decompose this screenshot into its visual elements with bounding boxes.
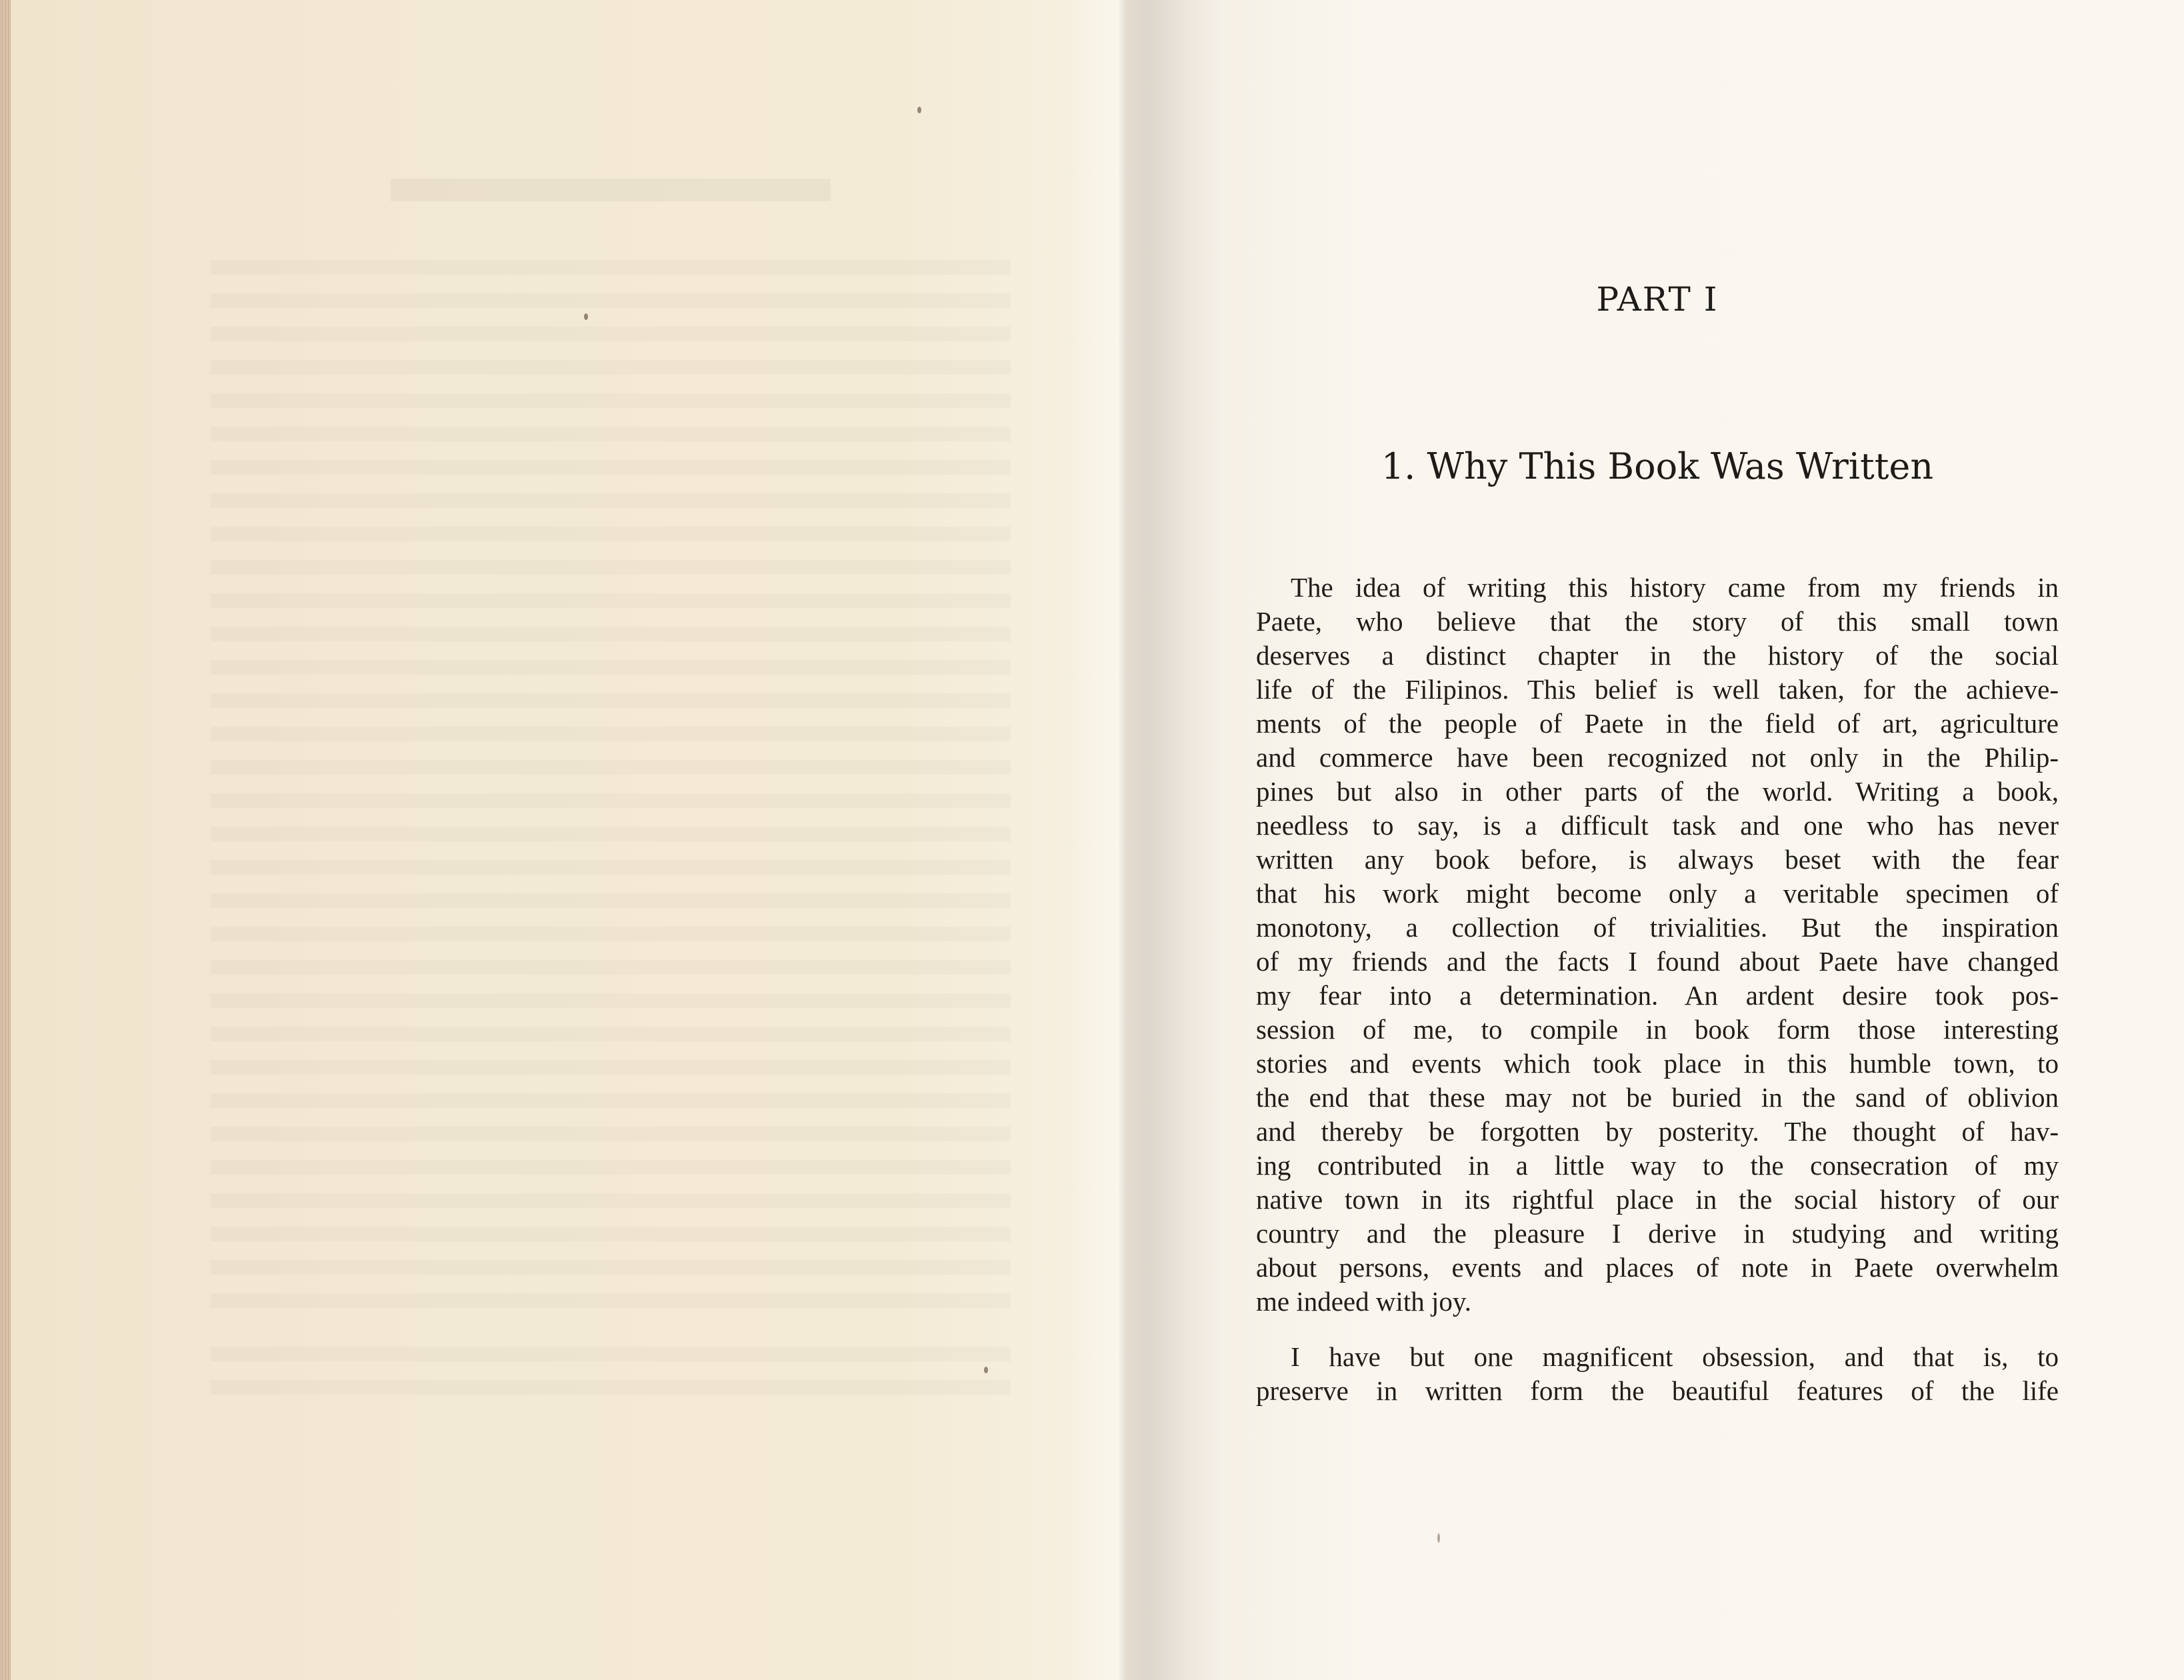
show-through-line	[211, 727, 1011, 741]
text-line: about persons, events and places of note in Paete overwhelm	[1256, 1252, 2059, 1283]
text-line: I have but one magnificent obsession, and that is, to	[1291, 1341, 2059, 1372]
paper-fleck	[1437, 1533, 1440, 1543]
show-through-line	[211, 1093, 1011, 1108]
book-gutter	[1117, 0, 1224, 1680]
text-line: preserve in written form the beautiful features of the life	[1256, 1375, 2059, 1406]
text-line: country and the pleasure I derive in studying and writing	[1256, 1218, 2059, 1249]
show-through-line	[211, 493, 1011, 508]
show-through-heading	[391, 179, 831, 201]
show-through-line	[211, 593, 1011, 608]
show-through-line	[211, 1193, 1011, 1208]
show-through-line	[211, 360, 1011, 375]
show-through-line	[211, 1227, 1011, 1241]
show-through-line	[211, 793, 1011, 808]
show-through-line	[211, 460, 1011, 475]
chapter-heading: 1. Why This Book Was Written	[1381, 445, 1934, 487]
chapter-body	[1256, 571, 2059, 1408]
part-heading: PART I	[1596, 280, 1719, 319]
paragraph	[1256, 1340, 2059, 1408]
show-through-line	[211, 827, 1011, 841]
text-line: monotony, a collection of trivialities. But the inspiration	[1256, 912, 2059, 943]
show-through-line	[211, 993, 1011, 1008]
text-line: and thereby be forgotten by posterity. The thought of hav-	[1256, 1116, 2059, 1147]
text-line: the end that these may not be buried in the sand of oblivion	[1256, 1082, 2059, 1113]
show-through-line	[211, 1060, 1011, 1075]
text-line: that his work might become only a veritable specimen of	[1256, 878, 2059, 909]
show-through-line	[211, 293, 1011, 308]
text-line: stories and events which took place in this humble town, to	[1256, 1048, 2059, 1079]
show-through-line	[211, 393, 1011, 408]
text-line: ing contributed in a little way to the consecration of my	[1256, 1150, 2059, 1181]
show-through-line	[211, 927, 1011, 941]
show-through-line	[211, 760, 1011, 775]
show-through-line	[211, 1380, 1011, 1395]
paper-fleck	[917, 107, 921, 113]
text-line: session of me, to compile in book form those interesting	[1256, 1014, 2059, 1045]
text-line: needless to say, is a difficult task and one who has never	[1256, 810, 2059, 841]
text-line: written any book before, is always beset with the fear	[1256, 844, 2059, 875]
show-through-line	[211, 1347, 1011, 1361]
paper-fleck	[584, 313, 588, 320]
text-line: Paete, who believe that the story of this small town	[1256, 606, 2059, 637]
show-through-line	[211, 893, 1011, 908]
show-through-line	[211, 693, 1011, 708]
text-line: pines but also in other parts of the world. Writing a book,	[1256, 776, 2059, 807]
show-through-line	[211, 960, 1011, 975]
text-line: and commerce have been recognized not only in the Philip-	[1256, 742, 2059, 773]
left-page	[11, 0, 1117, 1680]
text-line: life of the Filipinos. This belief is well taken, for the achieve-	[1256, 674, 2059, 705]
show-through-line	[211, 560, 1011, 575]
paper-fleck	[984, 1367, 988, 1373]
text-line: ments of the people of Paete in the field of art, agriculture	[1256, 708, 2059, 739]
text-line: native town in its rightful place in the social history of our	[1256, 1184, 2059, 1215]
page-edges	[0, 0, 11, 1680]
show-through-line	[211, 1027, 1011, 1041]
text-line: my fear into a determination. An ardent desire took pos-	[1256, 980, 2059, 1011]
show-through-line	[211, 427, 1011, 441]
paragraph	[1256, 571, 2059, 1319]
show-through-line	[211, 1127, 1011, 1141]
show-through-line	[211, 327, 1011, 341]
show-through-line	[211, 627, 1011, 641]
show-through-line	[211, 527, 1011, 541]
text-line: The idea of writing this history came from my friends in	[1291, 572, 2059, 603]
show-through-line	[211, 860, 1011, 875]
text-line: deserves a distinct chapter in the history of the social	[1256, 640, 2059, 671]
show-through-line	[211, 1293, 1011, 1308]
text-line: me indeed with joy.	[1256, 1286, 1471, 1317]
show-through-line	[211, 660, 1011, 675]
show-through-line	[211, 1260, 1011, 1275]
text-line: of my friends and the facts I found about Paete have changed	[1256, 946, 2059, 977]
show-through-line	[211, 1160, 1011, 1175]
show-through-line	[211, 260, 1011, 275]
